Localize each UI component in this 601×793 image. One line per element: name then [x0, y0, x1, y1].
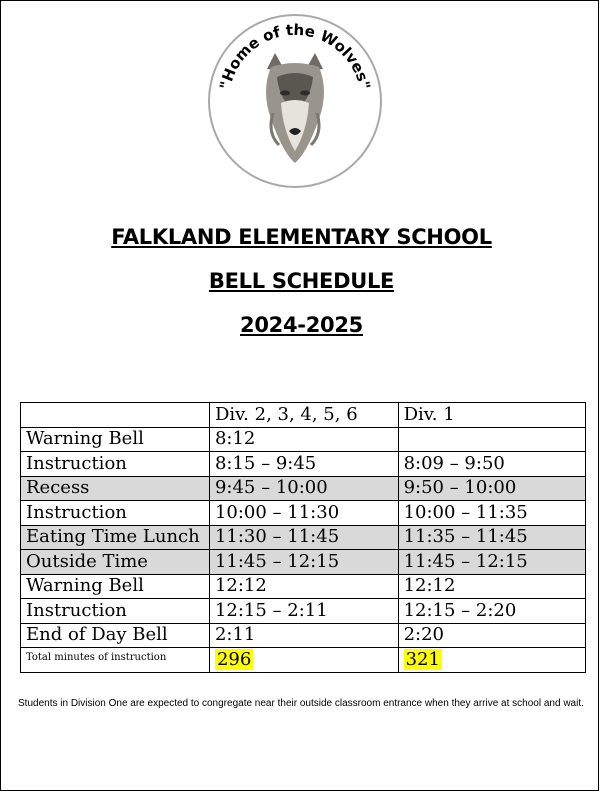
row-div2-6: 12:15 – 2:11 [209, 599, 398, 624]
row-div1: 12:12 [398, 574, 585, 599]
row-label: Eating Time Lunch [21, 525, 210, 550]
total-div2-6-cell [209, 648, 398, 673]
row-div2-6: 2:11 [209, 623, 398, 648]
total-row [21, 648, 586, 673]
row-label: Warning Bell [21, 574, 210, 599]
table-row [21, 452, 586, 477]
row-label: Outside Time [21, 550, 210, 575]
row-div2-6: 11:30 – 11:45 [209, 525, 398, 550]
row-div1: 2:20 [398, 623, 585, 648]
row-div2-6: 8:12 [209, 427, 398, 452]
school-year: 2024-2025 [240, 313, 363, 337]
row-div2-6: 8:15 – 9:45 [209, 452, 398, 477]
total-div1-cell [398, 648, 585, 673]
row-div2-6: 11:45 – 12:15 [209, 550, 398, 575]
row-div1 [398, 427, 585, 452]
row-label: Warning Bell [21, 427, 210, 452]
row-label: End of Day Bell [21, 623, 210, 648]
school-name: FALKLAND ELEMENTARY SCHOOL [111, 225, 492, 249]
total-div2-6: 296 [216, 648, 252, 670]
row-div2-6: 12:12 [209, 574, 398, 599]
row-div1: 10:00 – 11:35 [398, 501, 585, 526]
row-label: Instruction [21, 599, 210, 624]
total-label: Total minutes of instruction [21, 648, 210, 673]
row-div1: 12:15 – 2:20 [398, 599, 585, 624]
table-row [21, 623, 586, 648]
row-div1: 11:35 – 11:45 [398, 525, 585, 550]
row-div1: 11:45 – 12:15 [398, 550, 585, 575]
row-div1: 9:50 – 10:00 [398, 476, 585, 501]
table-header-row [21, 403, 586, 428]
table-row [21, 599, 586, 624]
row-label: Instruction [21, 452, 210, 477]
logo-motto: "Home of the Wolves" [216, 20, 374, 92]
table-row [21, 427, 586, 452]
table-row [21, 574, 586, 599]
division-one-note: Students in Division One are expected to congregate near their outside classroom entrance when they arrive at school and wait. [18, 698, 584, 709]
row-div1: 8:09 – 9:50 [398, 452, 585, 477]
header-div2-6: Div. 2, 3, 4, 5, 6 [209, 403, 398, 428]
row-label: Recess [21, 476, 210, 501]
table-row [21, 501, 586, 526]
header-blank [21, 403, 210, 428]
table-row [21, 550, 586, 575]
row-div2-6: 10:00 – 11:30 [209, 501, 398, 526]
table-row [21, 476, 586, 501]
schedule-title: BELL SCHEDULE [208, 269, 395, 293]
row-div2-6: 9:45 – 10:00 [209, 476, 398, 501]
wolf-logo [207, 13, 383, 189]
header-div1: Div. 1 [398, 403, 585, 428]
table-row [21, 525, 586, 550]
row-label: Instruction [21, 501, 210, 526]
total-div1: 321 [405, 648, 440, 670]
bell-schedule-table [20, 402, 586, 673]
